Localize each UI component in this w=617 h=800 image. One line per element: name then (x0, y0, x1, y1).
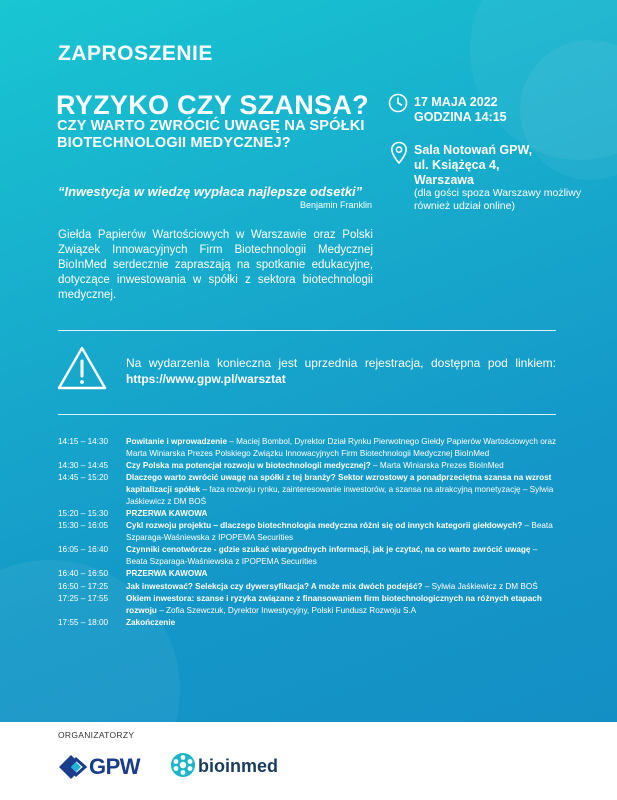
agenda-row (58, 520, 558, 543)
agenda-row (58, 460, 558, 472)
agenda-topic: Zakończenie (126, 618, 176, 628)
agenda-topic: Czynniki cenotwórcze - gdzie szukać wiarygodnych informacji, jak je czytać, na co warto zwrócić uwagę (126, 545, 531, 555)
agenda-time: 16:50 – 17:25 (58, 581, 109, 591)
event-online-note: (dla gości spoza Warszawy możliwy również udział online) (414, 187, 582, 212)
gpw-logo-icon (56, 752, 88, 782)
registration-notice (126, 355, 556, 387)
agenda-speaker: – Maciej Bombol, Dyrektor Dział Rynku Pierwotnego Giełdy Papierów Wartościowych oraz Marta Winiarska Prezes Polskiego Związku Innowacyjnych Firm Biotechnologii Medycznej BioInMed (126, 437, 557, 458)
agenda-topic: Okiem inwestora: szanse i ryzyka związane z finansowaniem firm biotechnologicznych na różnych etapach rozwoju (126, 594, 542, 615)
agenda-row (58, 617, 558, 629)
agenda-time: 17:25 – 17:55 (58, 594, 109, 604)
organizers-label: ORGANIZATORZY (58, 730, 135, 740)
agenda-time: 16:05 – 16:40 (58, 545, 109, 555)
agenda-speaker: – Beata Szparaga-Waśniewska z IPOPEMA Securities (126, 545, 538, 566)
agenda-speaker: – faza rozwoju rynku, zainteresowanie inwestorów, a szansa na atrakcyjną monetyzację – Sylwia Jaśkiewicz z DM BOŚ (126, 484, 554, 506)
agenda-row (58, 544, 558, 567)
page-subtitle: CZY WARTO ZWRÓCIĆ UWAGĘ NA SPÓŁKI BIOTECHNOLOGII MEDYCZNEJ? (57, 118, 365, 151)
event-date: 17 MAJA 2022 (414, 95, 498, 109)
agenda-time: 14:30 – 14:45 (58, 460, 109, 470)
agenda-speaker: – Sylwia Jaśkiewicz z DM BOŚ (422, 581, 538, 591)
agenda-speaker: – Zofia Szewczuk, Dyrektor Inwestycyjny, Polski Fundusz Rozwoju S.A (156, 605, 417, 615)
invitation-heading: ZAPROSZENIE (58, 42, 213, 65)
intro-paragraph: Giełda Papierów Wartościowych w Warszawie oraz Polski Związek Innowacyjnych Firm Biotechnologii Medycznej BioInMed serdecznie zapraszają na spotkanie edukacyjne, dotyczące inwestowania w spółki z sektora biotechnologii medycznej. (58, 229, 373, 301)
clock-icon (388, 93, 408, 113)
agenda-row (58, 508, 558, 520)
agenda-time: 14:15 – 14:30 (58, 437, 109, 446)
agenda-time: 17:55 – 18:00 (58, 618, 109, 628)
divider (58, 414, 556, 415)
location-pin-icon (390, 141, 408, 165)
registration-text: Na wydarzenia konieczna jest uprzednia rejestracja, dostępna pod linkiem: (126, 356, 556, 370)
agenda-topic: Dlaczego warto zwrócić uwagę na spółki z tej branży? Sektor wzrostowy a ponadprzeciętna szansa na wzrost kapitalizacji spółek (126, 473, 552, 494)
agenda-time: 14:45 – 15:20 (58, 473, 109, 483)
agenda-topic: Powitanie i wprowadzenie (126, 437, 227, 446)
quote-author: Benjamin Franklin (299, 200, 372, 210)
agenda-row (58, 581, 558, 593)
page-title: RYZYKO CZY SZANSA? (56, 90, 369, 120)
agenda-row (58, 593, 558, 616)
event-address-city: Warszawa (414, 173, 474, 187)
registration-link[interactable]: https://www.gpw.pl/warsztat (126, 372, 286, 386)
agenda-speaker: – Beata Szparaga-Waśniewska z IPOPEMA Securities (126, 521, 553, 542)
agenda-topic: PRZERWA KAWOWA (126, 508, 208, 518)
agenda-row (58, 568, 558, 580)
event-venue: Sala Notowań GPW, (414, 143, 533, 157)
agenda-topic: PRZERWA KAWOWA (126, 569, 208, 579)
bioinmed-logo-text: bioinmed (198, 756, 278, 776)
event-address-street: ul. Książęca 4, (414, 158, 500, 172)
agenda-topic: Cykl rozwoju projektu – dlaczego biotechnologia medyczna różni się od innych kategorii giełdowych? (126, 521, 523, 531)
bioinmed-logo-icon (170, 752, 196, 778)
divider (58, 330, 556, 331)
gpw-logo-text: GPW (89, 754, 141, 779)
agenda-topic: Czy Polska ma potencjał rozwoju w biotechnologii medycznej? (126, 460, 371, 470)
agenda-list (58, 436, 558, 629)
warning-icon (56, 345, 108, 391)
agenda-time: 16:40 – 16:50 (58, 569, 109, 579)
agenda-speaker: – Marta Winiarska Prezes BioInMed (370, 460, 504, 470)
agenda-time: 15:30 – 16:05 (58, 521, 109, 531)
agenda-topic: Jak inwestować? Selekcja czy dywersyfikacja? A może mix dwóch podejść? (126, 581, 423, 591)
agenda-time: 15:20 – 15:30 (58, 508, 109, 518)
agenda-row (58, 436, 558, 459)
agenda-row (58, 472, 558, 507)
event-time: GODZINA 14:15 (414, 110, 507, 124)
quote-text: “Inwestycja w wiedzę wypłaca najlepsze odsetki” (58, 184, 363, 199)
